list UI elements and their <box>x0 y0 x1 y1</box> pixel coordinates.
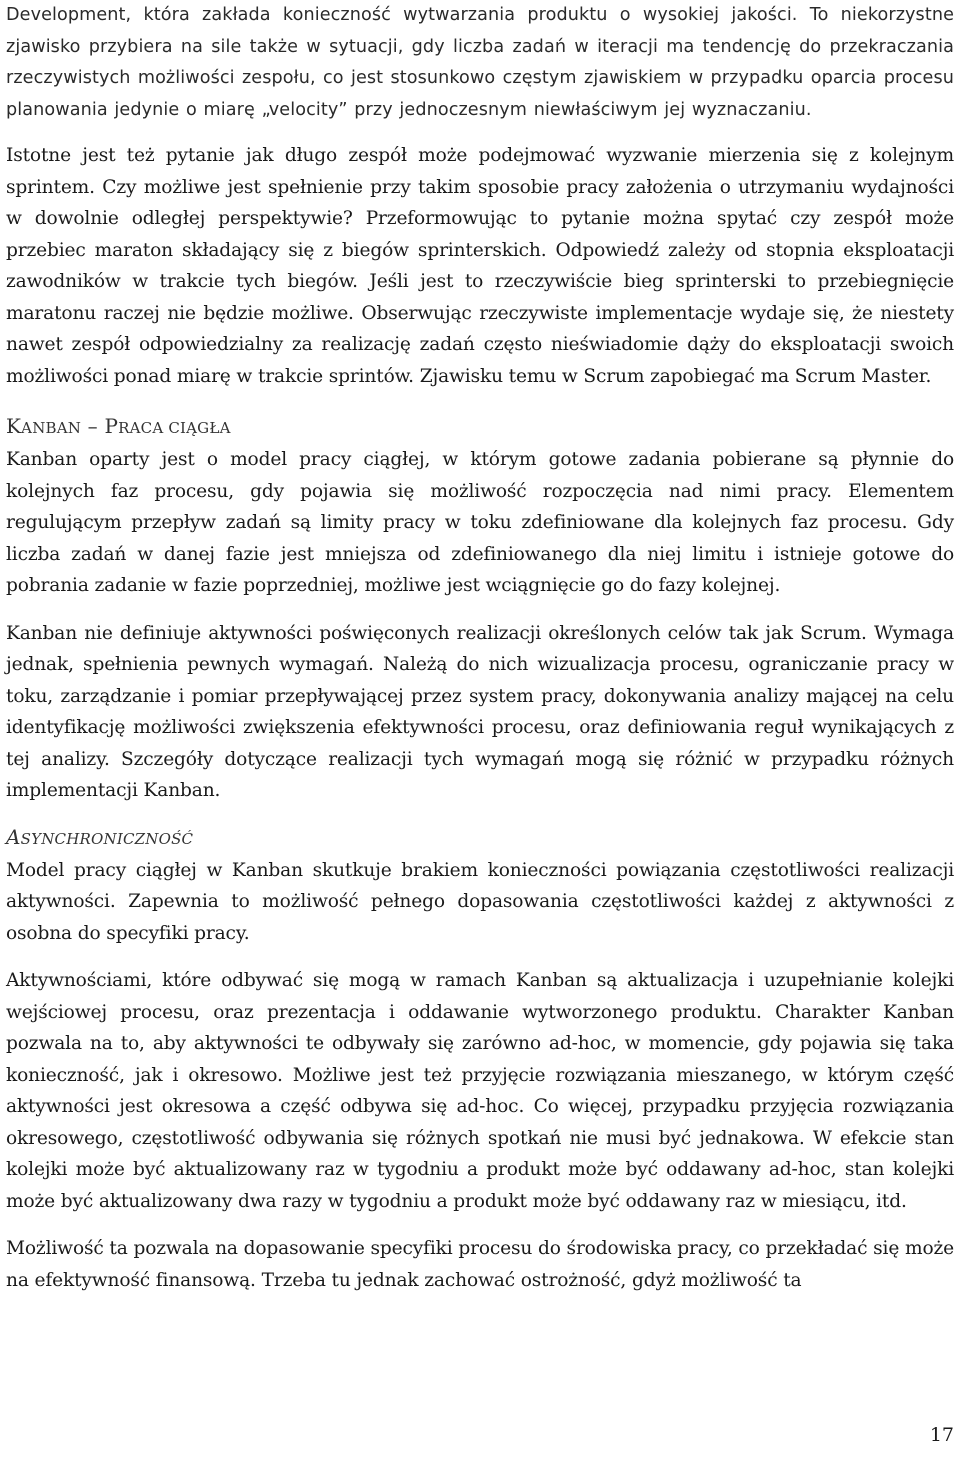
paragraph-kanban-requirements: Kanban nie definiuje aktywności poświęconych realizacji określonych celów tak jak Scrum. Wymaga jednak, spełnienia pewnych wymagań. Należą do nich wizualizacja procesu, ograniczanie pracy w toku, zarządzanie i pomiar przepływającej przez system pracy, dokonywania analizy mającej na celu identyfikację możliwości zwiększenia efektywności procesu, oraz definiowania reguł wynikających z tej analizy. Szczegóły dotyczące realizacji tych wymagań mogą się różnić w przypadku różnych implementacji Kanban. <box>6 622 954 801</box>
paragraph-kanban-model: Kanban oparty jest o model pracy ciągłej, w którym gotowe zadania pobierane są płynnie do kolejnych faz procesu, gdy pojawia się możliwość rozpoczęcia nad nimi pracy. Elementem regulującym przepływ zadań są limity pracy w toku zdefiniowane dla kolejnych faz procesu. Gdy liczba zadań w danej fazie jest mniejsza od zdefiniowanego dla niej limitu i istnieje gotowe do pobrania zadanie w fazie poprzedniej, możliwe jest wciągnięcie go do fazy kolejnej. <box>6 449 954 596</box>
paragraph-scrum-quality: Development, która zakłada konieczność wytwarzania produktu o wysokiej jakości. To niekorzystne zjawisko przybiera na sile także w sytuacji, gdy liczba zadań w iteracji ma tendencję do przekraczania rzeczywistych możliwości zespołu, co jest stosunkowo częstym zjawiskiem w przypadku oparcia procesu planowania jedynie o miarę „velocity” przy jednoczesnym niewłaściwym jej wyznaczaniu. <box>6 5 954 120</box>
paragraph-continuous-work: Model pracy ciągłej w Kanban skutkuje brakiem konieczności powiązania częstotliwości realizacji aktywności. Zapewnia to możliwość pełnego dopasowania częstotliwości każdej z aktywności z osobna do specyfiki pracy. <box>6 859 954 944</box>
paragraph-process-adjustment: Możliwość ta pozwala na dopasowanie specyfiki procesu do środowiska pracy, co przekładać się może na efektywność finansową. Trzeba tu jednak zachować ostrożność, gdyż możliwość ta <box>6 1238 954 1291</box>
document-page <box>6 0 954 1460</box>
section-heading-kanban: KANBAN – PRACA CIĄGŁA <box>6 414 231 438</box>
paragraph-kanban-activities: Aktywnościami, które odbywać się mogą w ramach Kanban są aktualizacja i uzupełnianie kolejki wejściowej procesu, oraz prezentacja i oddawanie wytworzonego produktu. Charakter Kanban pozwala na to, aby aktywności te odbywały się zarówno ad-hoc, w momencie, gdy pojawia się taka konieczność, jak i okresowo. Możliwe jest też przyjęcie rozwiązania mieszanego, w którym część aktywności jest okresowa a część odbywa się ad-hoc. Co więcej, przypadku przyjęcia rozwiązania okresowego, częstotliwość odbywania się różnych spotkań nie musi być jednakowa. W efekcie stan kolejki może być aktualizowany raz w tygodniu a produkt może być oddawany ad-hoc, stan kolejki może być aktualizowany dwa razy w tygodniu a produkt może być oddawany raz w miesiącu, itd. <box>6 970 954 1212</box>
section-heading-asynchronicity: ASYNCHRONICZNOŚĆ <box>6 824 194 849</box>
paragraph-sprint-marathon: Istotne jest też pytanie jak długo zespół może podejmować wyzwanie mierzenia się z kolejnym sprintem. Czy możliwe jest spełnienie przy takim sposobie pracy założenia o utrzymaniu wydajności w dowolnie odległej perspektywie? Przeformowując to pytanie można spytać czy zespół może przebiec maraton składający się z biegów sprinterskich. Odpowiedź zależy od stopnia eksploatacji zawodników w trakcie tych biegów. Jeśli jest to rzeczywiście bieg sprinterski to przebiegnięcie maratonu raczej nie będzie możliwe. Obserwując rzeczywiste implementacje wydaje się, że niestety nawet zespół odpowiedzialny za realizację zadań często nieświadomie dąży do eksploatacji swoich możliwości ponad miarę w trakcie sprintów. Zjawisku temu w Scrum zapobiegać ma Scrum Master. <box>6 145 954 387</box>
page-number: 17 <box>929 1424 954 1446</box>
